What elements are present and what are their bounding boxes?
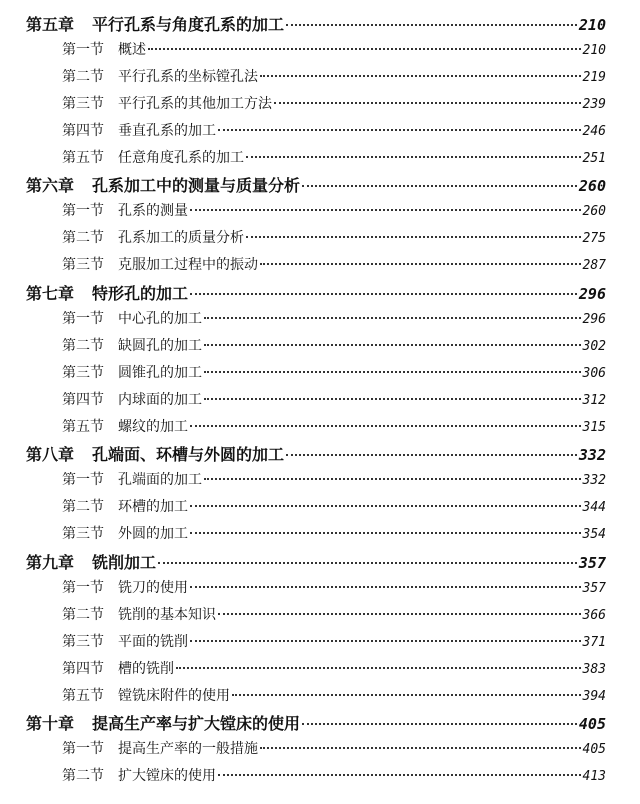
section-row <box>62 577 606 597</box>
section-row <box>62 738 606 758</box>
section-row <box>62 147 606 167</box>
dot-leader <box>274 102 581 104</box>
dot-leader <box>190 505 581 507</box>
chapter-row <box>26 442 606 465</box>
dot-leader <box>218 129 581 131</box>
section-row <box>62 93 606 113</box>
chapter-label: 第五章 <box>26 15 75 34</box>
chapter-row <box>26 550 606 573</box>
dot-leader <box>286 24 577 26</box>
dot-leader <box>260 75 581 77</box>
section-title: 平行孔系的坐标镗孔法 <box>118 68 258 85</box>
page-number: 354 <box>582 527 606 543</box>
page-number: 302 <box>582 338 606 354</box>
page-number: 357 <box>578 554 606 572</box>
dot-leader <box>190 640 581 642</box>
section-label: 第四节 <box>62 660 104 677</box>
section-title: 中心孔的加工 <box>118 310 202 327</box>
page-number: 275 <box>582 231 606 247</box>
dot-leader <box>218 774 581 776</box>
section-row <box>62 685 606 705</box>
section-title: 缺圆孔的加工 <box>118 337 202 354</box>
section-label: 第三节 <box>62 257 104 274</box>
section-title: 铣刀的使用 <box>118 579 188 596</box>
section-row <box>62 227 606 247</box>
chapter-title: 孔系加工中的测量与质量分析 <box>92 176 301 196</box>
dot-leader <box>260 263 581 265</box>
chapter-title: 提高生产率与扩大镗床的使用 <box>92 714 301 734</box>
dot-leader <box>190 425 581 427</box>
section-title: 圆锥孔的加工 <box>118 364 202 381</box>
section-title: 平面的铣削 <box>118 633 188 650</box>
dot-leader <box>246 236 581 238</box>
section-title: 概述 <box>118 41 146 58</box>
page-number: 394 <box>582 688 606 704</box>
dot-leader <box>302 185 577 187</box>
dot-leader <box>148 48 581 50</box>
dot-leader <box>158 562 577 564</box>
page-number: 344 <box>582 500 606 516</box>
section-label: 第一节 <box>62 579 104 596</box>
page-number: 296 <box>582 311 606 327</box>
section-row <box>62 39 606 59</box>
dot-leader <box>246 156 581 158</box>
section-row <box>62 523 606 543</box>
section-row <box>62 496 606 516</box>
page-number: 239 <box>582 96 606 112</box>
page-number: 210 <box>582 42 606 58</box>
dot-leader <box>204 398 581 400</box>
section-title: 槽的铣削 <box>118 660 174 677</box>
section-label: 第一节 <box>62 41 104 58</box>
section-title: 提高生产率的一般措施 <box>118 741 258 758</box>
page-number: 287 <box>582 258 606 274</box>
section-title: 扩大镗床的使用 <box>118 768 216 785</box>
section-label: 第五节 <box>62 149 104 166</box>
section-row <box>62 362 606 382</box>
section-row <box>62 335 606 355</box>
page-number: 332 <box>582 473 606 489</box>
chapter-title: 铣削加工 <box>92 553 157 572</box>
page-number: 332 <box>578 446 606 465</box>
page-number: 312 <box>582 392 606 408</box>
page-number: 383 <box>582 661 606 677</box>
section-label: 第二节 <box>62 337 104 354</box>
section-title: 镗铣床附件的使用 <box>118 687 230 704</box>
dot-leader <box>204 478 581 480</box>
dot-leader <box>190 586 581 588</box>
section-title: 克服加工过程中的振动 <box>118 257 258 274</box>
chapter-title: 特形孔的加工 <box>92 284 189 303</box>
chapter-row <box>26 173 606 196</box>
section-label: 第四节 <box>62 391 104 408</box>
section-row <box>62 200 606 220</box>
section-title: 孔系的测量 <box>118 203 188 220</box>
section-row <box>62 120 606 140</box>
dot-leader <box>204 371 581 373</box>
page-number: 219 <box>582 69 606 85</box>
section-row <box>62 416 606 436</box>
chapter-row <box>26 281 606 304</box>
chapter-label: 第九章 <box>26 553 75 572</box>
dot-leader <box>190 293 577 295</box>
section-label: 第二节 <box>62 230 104 247</box>
page-number: 366 <box>582 607 606 623</box>
section-label: 第三节 <box>62 526 104 543</box>
page-number: 306 <box>582 365 606 381</box>
section-label: 第三节 <box>62 95 104 112</box>
chapter-title: 孔端面、环槽与外圆的加工 <box>92 445 285 465</box>
section-label: 第一节 <box>62 741 104 758</box>
section-row <box>62 389 606 409</box>
dot-leader <box>260 747 581 749</box>
section-title: 任意角度孔系的加工 <box>118 149 244 166</box>
section-label: 第一节 <box>62 472 104 489</box>
section-row <box>62 308 606 328</box>
section-label: 第一节 <box>62 203 104 220</box>
chapter-label: 第七章 <box>26 284 75 303</box>
dot-leader <box>190 532 581 534</box>
dot-leader <box>302 723 577 725</box>
chapter-label: 第六章 <box>26 176 75 196</box>
section-title: 外圆的加工 <box>118 526 188 543</box>
dot-leader <box>176 667 581 669</box>
section-row <box>62 469 606 489</box>
page-number: 371 <box>582 634 606 650</box>
chapter-row <box>26 12 606 35</box>
section-row <box>62 658 606 678</box>
section-title: 环槽的加工 <box>118 499 188 516</box>
section-label: 第四节 <box>62 122 104 139</box>
dot-leader <box>232 694 581 696</box>
chapter-label: 第八章 <box>26 445 75 465</box>
page-number: 251 <box>582 150 606 166</box>
section-label: 第三节 <box>62 633 104 650</box>
dot-leader <box>286 454 577 456</box>
section-title: 平行孔系的其他加工方法 <box>118 95 272 112</box>
dot-leader <box>190 209 581 211</box>
section-label: 第三节 <box>62 364 104 381</box>
page-number: 357 <box>582 580 606 596</box>
section-row <box>62 254 606 274</box>
page-number: 210 <box>578 16 606 34</box>
section-row <box>62 765 606 785</box>
page-number: 246 <box>582 123 606 139</box>
section-label: 第五节 <box>62 687 104 704</box>
section-label: 第二节 <box>62 606 104 623</box>
section-label: 第一节 <box>62 310 104 327</box>
chapter-row <box>26 711 606 734</box>
section-label: 第二节 <box>62 768 104 785</box>
section-title: 螺纹的加工 <box>118 418 188 435</box>
dot-leader <box>218 613 581 615</box>
section-title: 铣削的基本知识 <box>118 606 216 623</box>
section-label: 第二节 <box>62 68 104 85</box>
section-row <box>62 631 606 651</box>
section-title: 内球面的加工 <box>118 391 202 408</box>
page-number: 260 <box>582 204 606 220</box>
section-title: 孔端面的加工 <box>118 472 202 489</box>
section-label: 第五节 <box>62 418 104 435</box>
chapter-title: 平行孔系与角度孔系的加工 <box>92 15 285 34</box>
section-row <box>62 604 606 624</box>
page-number: 405 <box>578 715 606 734</box>
section-row <box>62 66 606 86</box>
page-number: 405 <box>582 742 606 758</box>
page-number: 413 <box>582 769 606 785</box>
section-title: 垂直孔系的加工 <box>118 122 216 139</box>
page-number: 260 <box>578 177 606 196</box>
chapter-label: 第十章 <box>26 714 75 734</box>
page-number: 315 <box>582 419 606 435</box>
section-label: 第二节 <box>62 499 104 516</box>
dot-leader <box>204 317 581 319</box>
section-title: 孔系加工的质量分析 <box>118 230 244 247</box>
dot-leader <box>204 344 581 346</box>
page-number: 296 <box>578 285 606 303</box>
